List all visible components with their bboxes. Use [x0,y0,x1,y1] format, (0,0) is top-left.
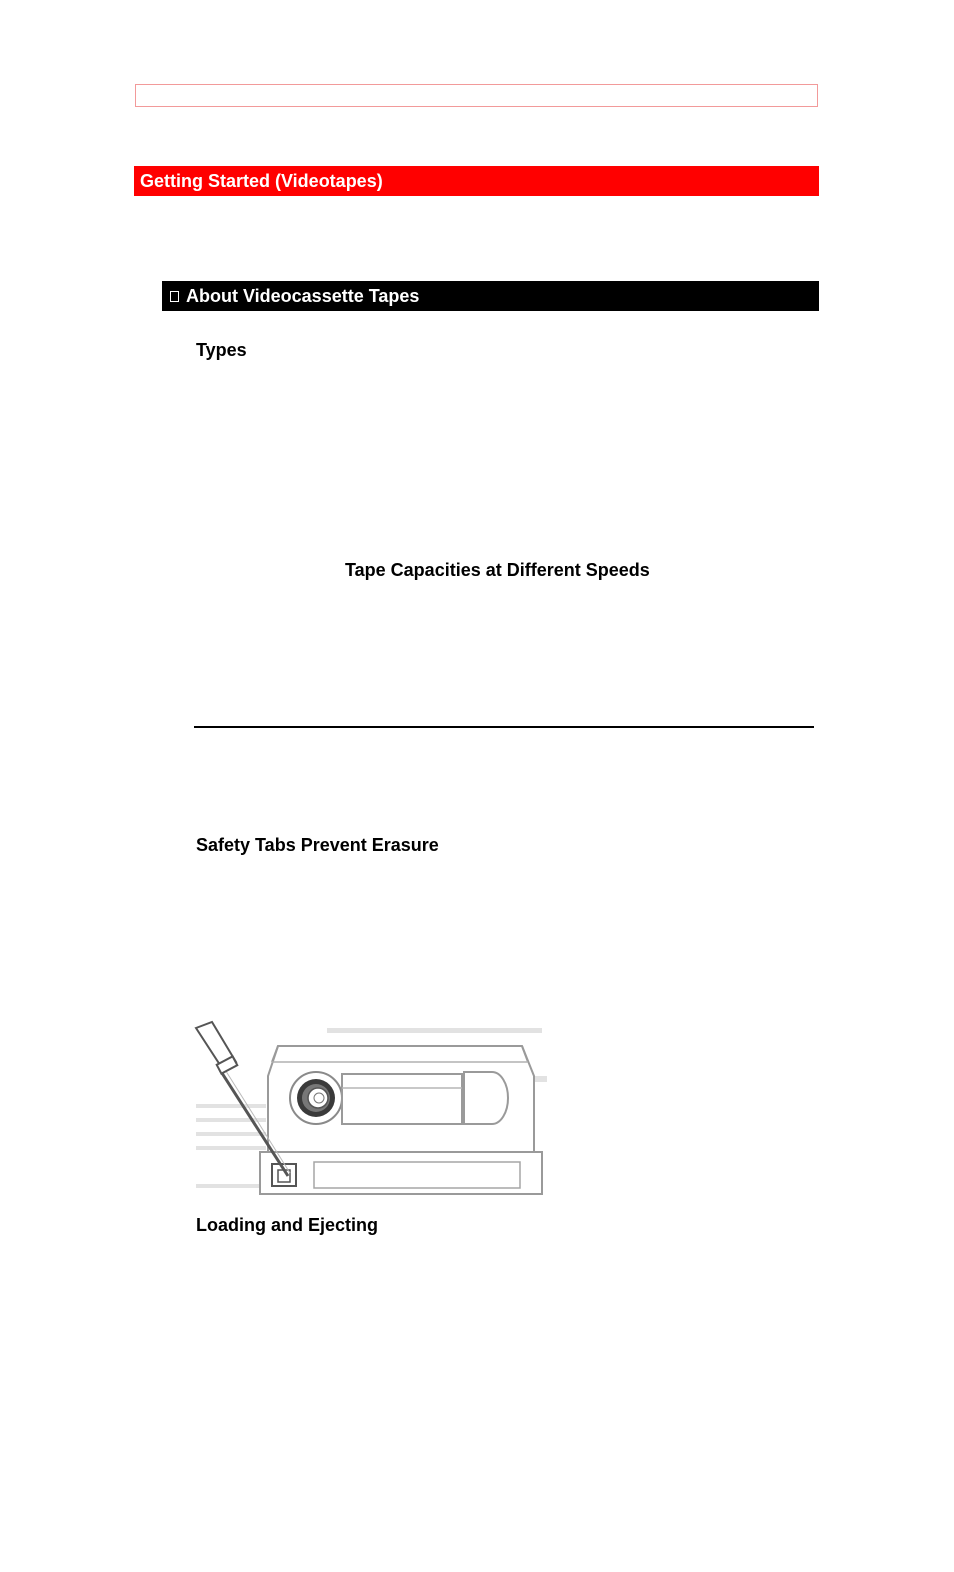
section-title: Getting Started (Videotapes) [140,171,383,191]
square-bullet-icon [170,291,179,302]
heading-types: Types [196,340,247,360]
heading-safety-tabs: Safety Tabs Prevent Erasure [196,835,439,855]
header-frame [135,84,818,107]
horizontal-divider [194,726,814,728]
heading-tape-capacities: Tape Capacities at Different Speeds [345,560,650,580]
heading-loading-ejecting: Loading and Ejecting [196,1215,379,1235]
vhs-cassette-with-screwdriver-icon [192,1018,552,1200]
subsection-title: About Videocassette Tapes [186,286,420,306]
section-title-bar [134,166,819,196]
subsection-title-bar [162,281,819,311]
